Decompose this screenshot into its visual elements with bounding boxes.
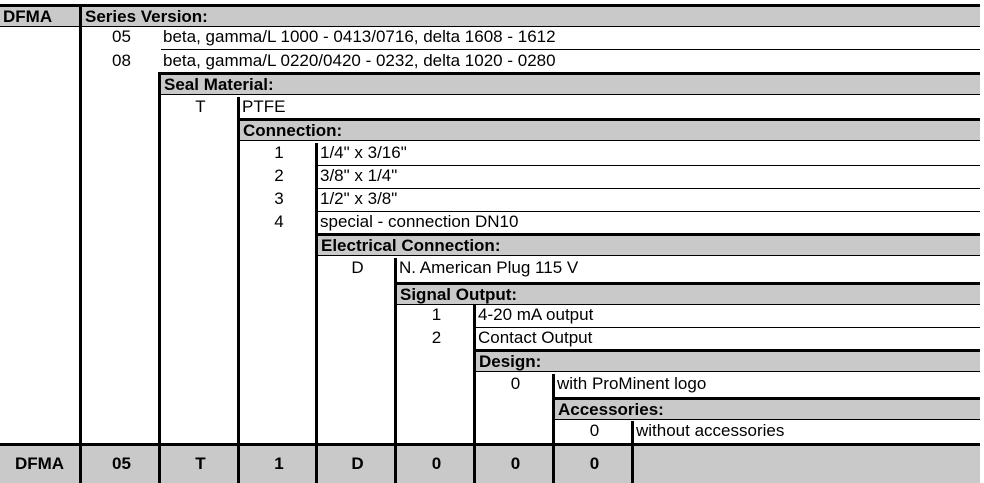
signal-option-code: 1 (431, 305, 442, 324)
series-option-code: 08 (112, 51, 131, 70)
connection-option-desc: 1/2" x 3/8" (318, 189, 980, 212)
product-code-label: DFMA (3, 7, 53, 26)
connection-option-code: 4 (274, 212, 284, 231)
example-code-cell: 05 (112, 454, 131, 473)
series-option-desc: beta, gamma/L 0220/0420 - 0232, delta 1020 - 0280 (163, 51, 556, 70)
signal-output-header: Signal Output: (397, 282, 980, 305)
signal-option-code: 2 (431, 328, 442, 347)
series-option-desc: beta, gamma/L 1000 - 0413/0716, delta 1608 - 1612 (161, 27, 980, 50)
example-code-cell: DFMA (14, 454, 65, 473)
design-option-desc: with ProMinent logo (557, 374, 707, 393)
example-code-cell: 0 (431, 454, 442, 473)
electrical-option-code: D (351, 258, 364, 277)
product-code-header (0, 4, 79, 27)
example-code-cell: T (195, 454, 206, 473)
seal-material-header: Seal Material: (161, 72, 980, 95)
column-divider (552, 374, 555, 483)
example-code-cell: 0 (589, 454, 600, 473)
connection-header: Connection: (240, 118, 980, 141)
column-divider (158, 72, 161, 483)
connection-option-desc: special - connection DN10 (320, 212, 519, 231)
column-divider (631, 421, 634, 483)
design-option-code: 0 (510, 374, 521, 393)
accessories-header: Accessories: (555, 397, 980, 420)
electrical-connection-header: Electrical Connection: (318, 233, 980, 256)
seal-option-code: T (195, 97, 206, 116)
column-divider (315, 143, 318, 483)
example-code-cell: 1 (274, 454, 284, 473)
connection-option-code: 3 (274, 189, 284, 208)
series-option-code: 05 (112, 27, 131, 46)
connection-option-desc: 3/8" x 1/4" (318, 166, 980, 189)
connection-option-code: 2 (274, 166, 284, 185)
design-header: Design: (476, 349, 980, 372)
accessories-option-code: 0 (589, 421, 600, 440)
signal-option-desc: 4-20 mA output (476, 305, 980, 328)
signal-option-desc: Contact Output (478, 328, 593, 347)
series-version-header: Series Version: (82, 4, 980, 27)
seal-option-desc: PTFE (242, 97, 286, 116)
example-code-cell: D (351, 454, 364, 473)
electrical-option-desc: N. American Plug 115 V (399, 258, 579, 277)
accessories-option-desc: without accessories (636, 421, 785, 440)
column-divider (394, 258, 397, 483)
connection-option-code: 1 (274, 143, 284, 162)
column-divider (79, 4, 82, 483)
connection-option-desc: 1/4" x 3/16" (318, 143, 980, 166)
example-code-cell: 0 (510, 454, 521, 473)
column-divider (237, 97, 240, 483)
column-divider (473, 305, 476, 483)
